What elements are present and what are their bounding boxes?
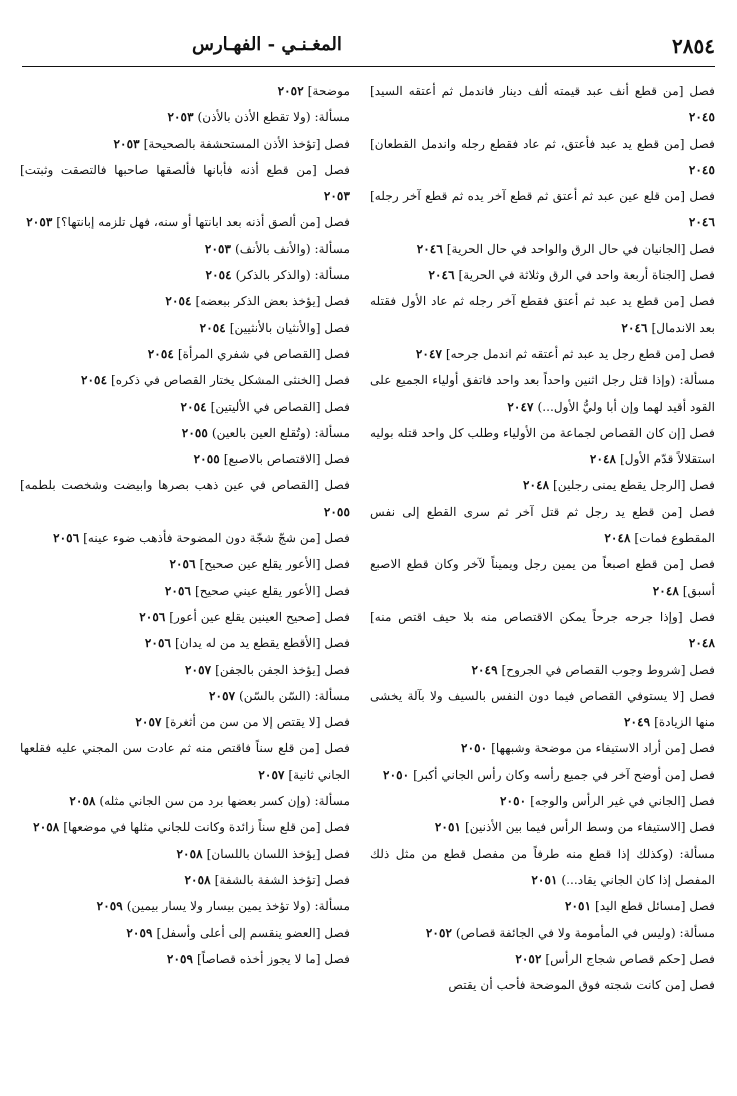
- index-entry: [20, 709, 350, 735]
- entry-page-number: ٢٠٤٦: [621, 320, 648, 335]
- entry-page-number: ٢٠٤٦: [416, 241, 443, 256]
- index-entry: [20, 131, 350, 157]
- entry-page-number: ٢٠٥٧: [258, 767, 285, 782]
- index-entry: [20, 920, 350, 946]
- entry-title: مسألة: (السّن بالسّن): [239, 688, 350, 703]
- entry-page-number: ٢٠٥٩: [166, 951, 194, 966]
- entry-title: فصل [حكم قصاص شجاج الرأس]: [545, 951, 715, 966]
- index-entry: [20, 551, 350, 577]
- entry-title: فصل [تؤخذ الأذن المستحشفة بالصحيحة]: [143, 136, 350, 151]
- entry-title: فصل [مسائل قطع اليد]: [595, 899, 715, 914]
- entry-title: فصل [شروط وجوب القصاص في الجروح]: [501, 662, 715, 677]
- entry-page-number: ٢٠٥٢: [515, 951, 542, 966]
- entry-title: مسألة: (وليس في المأمومة ولا في الجائفة قصاص): [455, 925, 715, 940]
- entry-title: فصل [من قطع يد عبد فأعتق، ثم عاد فقطع رجله واندمل القطعان]: [370, 136, 715, 151]
- entry-title: فصل [الأعور يقلع عين صحيح]: [199, 557, 350, 572]
- entry-page-number: ٢٠٥٢: [425, 925, 453, 940]
- entry-title: فصل [من قطع أنف عبد قيمته ألف دينار فاندمل ثم أعتقه السيد]: [370, 84, 715, 98]
- entry-title: فصل [القصاص في شفري المرأة]: [177, 346, 350, 361]
- index-entry: [370, 657, 715, 683]
- index-entry: [20, 683, 350, 709]
- entry-title: مسألة: (ولا تؤخذ يمين بيسار ولا يسار بيمين): [126, 899, 350, 914]
- index-entry: [20, 867, 350, 893]
- entry-page-number: ٢٠٤٩: [624, 715, 651, 730]
- entry-title: فصل [القصاص في عين ذهب بصرها وابيضت وشخصت بلطمه]: [20, 478, 350, 493]
- index-entry: [20, 104, 350, 130]
- entry-title: فصل [والأنثيان بالأنثيين]: [229, 320, 350, 335]
- entry-title: فصل [الأقطع يقطع يد من له يدان]: [174, 636, 350, 651]
- index-column-right: [370, 78, 715, 998]
- entry-title: موضحة]: [307, 84, 350, 98]
- entry-title: مسألة: (ولا تقطع الأذن بالأذن): [197, 110, 350, 125]
- index-entry: [370, 604, 715, 657]
- index-entry: [20, 420, 350, 446]
- entry-title: فصل [يؤخذ اللسان باللسان]: [206, 846, 350, 861]
- entry-title: فصل [لا يستوفي القصاص فيما دون النفس بالسيف ولا بآلة يخشى منها الزيادة]: [370, 688, 715, 730]
- entry-page-number: ٢٠٤٨: [522, 478, 550, 493]
- index-entry: [20, 78, 350, 104]
- entry-title: مسألة: (وكذلك إذا قطع منه طرفاً من مفصل قطع من مثل ذلك المفصل إذا كان الجاني يقاد...): [370, 846, 715, 887]
- entry-page-number: ٢٠٤٦: [428, 268, 455, 283]
- entry-title: فصل [من أوضح آخر في جميع رأسه وكان رأس الجاني أكبر]: [413, 767, 715, 782]
- entry-page-number: ٢٠٥٦: [169, 557, 196, 572]
- index-entry: [370, 341, 715, 367]
- entry-title: مسألة: (والأنف بالأنف): [234, 241, 350, 256]
- entry-title: فصل [الاستيفاء من وسط الرأس فيما بين الأذنين]: [464, 820, 715, 835]
- entry-page-number: ٢٠٥٨: [176, 846, 203, 861]
- entry-page-number: ٢٠٥٨: [33, 820, 60, 835]
- index-entry: [20, 341, 350, 367]
- entry-page-number: ٢٠٤٧: [507, 399, 534, 414]
- entry-page-number: ٢٠٤٩: [471, 662, 498, 677]
- entry-page-number: ٢٠٥٠: [461, 741, 488, 756]
- index-entry: [20, 209, 350, 235]
- entry-title: فصل [من كانت شجته فوق الموضحة فأحب أن يقتص: [448, 978, 715, 993]
- index-entry: [20, 604, 350, 630]
- entry-title: فصل [الجانيان في حال الرق والواحد في حال الحرية]: [446, 241, 715, 256]
- entry-title: مسألة: (وإن كسر بعضها برد من سن الجاني مثله): [99, 794, 350, 809]
- entry-title: مسألة: (وتُقلع العين بالعين): [211, 425, 350, 440]
- index-entry: [370, 78, 715, 131]
- index-entry: [20, 630, 350, 656]
- entry-title: فصل [تؤخذ الشفة بالشفة]: [214, 872, 350, 887]
- index-entry: [20, 788, 350, 814]
- entry-page-number: ٢٠٥٢: [277, 84, 304, 98]
- index-entry: [20, 288, 350, 314]
- entry-title: فصل [لا يقتص إلا من سن من أثغرة]: [165, 715, 350, 730]
- entry-page-number: ٢٠٥٦: [139, 609, 166, 624]
- index-entry: [370, 920, 715, 946]
- entry-title: فصل [من قلع عين عبد ثم أعتق ثم قطع آخر يده ثم قطع آخر رجله]: [370, 189, 715, 204]
- entry-page-number: ٢٠٥٤: [180, 399, 207, 414]
- index-entry: [20, 735, 350, 788]
- entry-title: فصل [الاقتصاص بالاصبع]: [223, 452, 350, 467]
- index-entry: [370, 972, 715, 998]
- entry-title: فصل [من قلع سناً زائدة وكانت للجاني مثلها في موضعها]: [63, 820, 350, 835]
- entry-title: فصل [الجاني في غير الرأس والوجه]: [530, 794, 715, 809]
- entry-title: فصل [وإذا جرحه جرحاً يمكن الاقتصاص منه بلا حيف اقتص منه]: [370, 609, 715, 624]
- entry-title: فصل [من قطع يد عبد ثم أعتق فقطع آخر رجله ثم عاد الأول فقتله بعد الاندمال]: [370, 294, 715, 335]
- entry-page-number: ٢٠٥٤: [205, 268, 232, 283]
- entry-title: فصل [من قطع اصبعاً من يمين رجل ويميناً لآخر وكان قطع الاصبع أسبق]: [370, 557, 715, 598]
- entry-title: فصل [من قطع رجل يد عبد ثم أعتقه ثم اندمل جرحه]: [445, 346, 715, 361]
- index-entry: [20, 157, 350, 210]
- entry-page-number: ٢٠٥٣: [323, 189, 350, 204]
- index-entry: [20, 367, 350, 393]
- index-entry: [20, 841, 350, 867]
- entry-title: فصل [من قلع سناً فاقتص منه ثم عادت سن المجني عليه فقلعها الجاني ثانية]: [20, 741, 350, 782]
- entry-page-number: ٢٠٥٧: [208, 688, 236, 703]
- entry-page-number: ٢٠٥٥: [323, 504, 350, 519]
- entry-page-number: ٢٠٥٩: [96, 899, 123, 914]
- index-entry: [370, 131, 715, 184]
- index-column-left: [20, 78, 350, 972]
- entry-title: مسألة: (والذكر بالذكر): [235, 268, 350, 283]
- entry-title: فصل [من شجّ شجّة دون المضوحة فأذهب ضوء عينه]: [83, 531, 350, 546]
- entry-page-number: ٢٠٥٨: [184, 872, 211, 887]
- entry-page-number: ٢٠٤٥: [688, 110, 715, 125]
- entry-page-number: ٢٠٤٨: [688, 636, 715, 651]
- entry-page-number: ٢٠٥١: [531, 872, 558, 887]
- index-entry: [20, 394, 350, 420]
- entry-page-number: ٢٠٥٤: [165, 294, 192, 309]
- index-entry: [370, 735, 715, 761]
- index-entry: [20, 946, 350, 972]
- index-entry: [370, 893, 715, 919]
- index-entry: [370, 551, 715, 604]
- index-entry: [370, 420, 715, 473]
- entry-title: فصل [من قطع أذنه فأبانها فألصقها صاحبها فالتصقت وثبتت]: [20, 162, 350, 177]
- index-entry: [20, 578, 350, 604]
- entry-title: فصل [العضو ينقسم إلى أعلى وأسفل]: [156, 925, 350, 940]
- index-entry: [370, 841, 715, 894]
- index-entry: [20, 262, 350, 288]
- index-entry: [20, 446, 350, 472]
- entry-page-number: ٢٠٥٥: [193, 452, 220, 467]
- index-entry: [370, 788, 715, 814]
- index-entry: [20, 893, 350, 919]
- entry-title: فصل [من قطع يد رجل ثم قتل آخر ثم سرى القطع إلى نفس المقطوع فمات]: [370, 504, 715, 546]
- entry-page-number: ٢٠٥٦: [144, 636, 172, 651]
- entry-page-number: ٢٠٥٩: [126, 925, 153, 940]
- page-number: ٢٨٥٤: [672, 34, 715, 58]
- index-entry: [370, 262, 715, 288]
- index-entry: [20, 472, 350, 525]
- entry-page-number: ٢٠٥١: [434, 820, 462, 835]
- entry-page-number: ٢٠٤٨: [589, 452, 617, 467]
- entry-page-number: ٢٠٥٠: [500, 794, 527, 809]
- entry-page-number: ٢٠٥٣: [204, 241, 232, 256]
- index-entry: [370, 367, 715, 420]
- index-entry: [370, 499, 715, 552]
- entry-page-number: ٢٠٤٧: [415, 346, 443, 361]
- entry-title: فصل [القصاص في الأليتين]: [210, 399, 350, 414]
- entry-page-number: ٢٠٥٤: [80, 373, 108, 388]
- entry-page-number: ٢٠٤٨: [652, 583, 679, 598]
- entry-page-number: ٢٠٥٣: [26, 215, 53, 230]
- entry-page-number: ٢٠٥٦: [164, 583, 192, 598]
- entry-page-number: ٢٠٥٣: [167, 110, 194, 125]
- entry-page-number: ٢٠٤٥: [688, 162, 715, 177]
- index-entry: [20, 236, 350, 262]
- entry-page-number: ٢٠٥٠: [383, 767, 410, 782]
- entry-page-number: ٢٠٥١: [564, 899, 592, 914]
- index-entry: [370, 288, 715, 341]
- entry-title: فصل [ما لا يجوز أخذه قصاصاً]: [196, 951, 350, 966]
- entry-title: مسألة: (وإذا قتل رجل اثنين واحداً بعد واحد فاتفق أولياء الجميع على القود أقيد لهما وإن أبا وليُّ الأول...): [370, 373, 715, 414]
- entry-page-number: ٢٠٥٦: [53, 531, 80, 546]
- entry-title: فصل [الخنثى المشكل يختار القصاص في ذكره]: [111, 373, 350, 388]
- index-entry: [20, 525, 350, 551]
- entry-title: فصل [الجناة أربعة واحد في الرق وثلاثة في الحرية]: [458, 268, 715, 283]
- entry-title: فصل [يؤخذ الجفن بالجفن]: [215, 662, 350, 677]
- page-header: [22, 30, 715, 67]
- index-entry: [370, 683, 715, 736]
- index-entry: [370, 762, 715, 788]
- entry-page-number: ٢٠٤٦: [688, 215, 715, 230]
- index-entry: [370, 814, 715, 840]
- entry-page-number: ٢٠٥٤: [199, 320, 226, 335]
- entry-page-number: ٢٠٥٣: [113, 136, 140, 151]
- entry-title: فصل [إن كان القصاص لجماعة من الأولياء وطلب كل واحد قتله بوليه استقلالاً قدّم الأول]: [370, 425, 715, 467]
- entry-title: فصل [الأعور يقلع عيني صحيح]: [194, 583, 350, 598]
- entry-page-number: ٢٠٥٤: [147, 346, 174, 361]
- index-entry: [370, 472, 715, 498]
- index-entry: [370, 183, 715, 236]
- entry-title: فصل [من ألصق أذنه بعد ابانتها أو سنه، فهل تلزمه إبانتها؟]: [56, 215, 350, 230]
- entry-page-number: ٢٠٥٨: [69, 794, 96, 809]
- index-entry: [20, 315, 350, 341]
- entry-page-number: ٢٠٥٧: [185, 662, 212, 677]
- entry-page-number: ٢٠٤٨: [604, 531, 631, 546]
- entry-title: فصل [الرجل يقطع يمنى رجلين]: [553, 478, 715, 493]
- running-title: المغـنـي - الفهـارس: [192, 34, 342, 55]
- entry-page-number: ٢٠٥٥: [181, 425, 208, 440]
- entry-title: فصل [من أراد الاستيفاء من موضحة وشبهها]: [491, 741, 715, 756]
- index-entry: [370, 946, 715, 972]
- entry-page-number: ٢٠٥٧: [135, 715, 162, 730]
- index-entry: [20, 657, 350, 683]
- index-entry: [20, 814, 350, 840]
- entry-title: فصل [يؤخذ بعض الذكر ببعضه]: [195, 294, 350, 309]
- index-entry: [370, 236, 715, 262]
- entry-title: فصل [صحيح العينين يقلع عين أعور]: [169, 609, 350, 624]
